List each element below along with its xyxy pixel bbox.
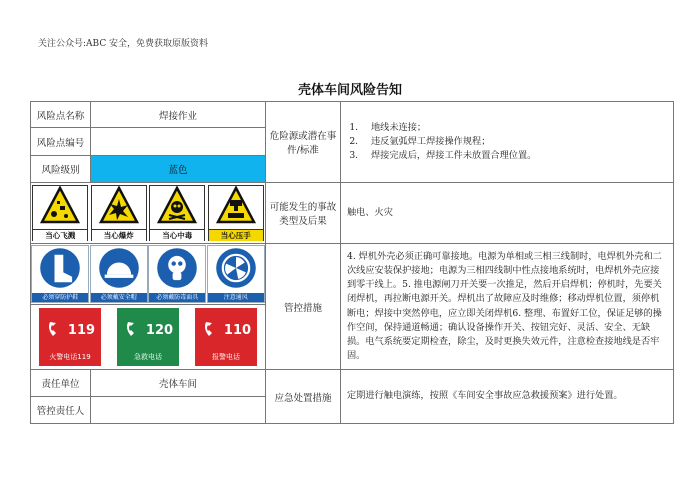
risk-level-label: 风险级别 (31, 156, 91, 183)
mandatory-signs-cell (31, 244, 266, 305)
skull-icon (157, 186, 197, 229)
hazard-item: 2. 违反氩弧焊工焊接操作规程； (361, 135, 667, 149)
phone-icon (45, 318, 65, 343)
hazard-list (347, 121, 667, 162)
hazard-label: 危险源或潜在事件/标准 (266, 102, 341, 183)
person-value (91, 397, 266, 424)
phone-icon (201, 318, 221, 343)
mandatory-sign-caption: 注意通风 (208, 293, 264, 302)
risk-level-value: 蓝色 (91, 156, 266, 183)
unit-value: 壳体车间 (91, 370, 266, 397)
accident-label: 可能发生的事故类型及后果 (266, 183, 341, 244)
boots-icon (38, 246, 82, 293)
mandatory-sign (31, 245, 89, 303)
emergency-sign-caption: 报警电话 (212, 353, 240, 361)
mandatory-sign (148, 245, 206, 303)
risk-code-value (91, 128, 266, 156)
risk-name-value: 焊接作业 (91, 102, 266, 128)
warning-sign-caption: 当心中毒 (150, 229, 204, 241)
mandatory-sign-caption: 必须穿防护鞋 (32, 293, 88, 302)
accident-value: 触电、火灾 (341, 183, 674, 244)
top-note: 关注公众号:ABC 安全，免费获取原版资料 (38, 39, 209, 49)
warning-signs-row (31, 185, 265, 241)
explosion-icon (99, 186, 139, 229)
gas-mask-icon (155, 246, 199, 293)
warning-sign (149, 185, 205, 241)
emergency-sign-caption: 火警电话119 (49, 353, 91, 361)
ventilation-fan-icon (214, 246, 258, 293)
emergency-number: 110 (223, 322, 252, 338)
phone-icon (123, 318, 143, 343)
emergency-number: 120 (145, 322, 174, 338)
warning-sign (32, 185, 88, 241)
control-text: 4. 焊机外壳必须正确可靠接地。电源为单相或三相三线制时，电焊机外壳和二次线应安装保护接地；电源为三相四线制中性点接地系统时，电焊机外壳应接到零干线上。5. 推电源闸刀开关要一次推足，然后开启焊机；停机时，先要关闭焊机，再拉断电源开关。焊机出了故障应及时维修；移动焊机位置，须停机断电；焊接中突然停电，应立即关闭焊机6. 整理、布置好工位，保证足够的操作空间，保持通道畅通；确认设备操作开关、按钮完好、灵活、安全、无缺损。电气系统要定期检查，除尘，及时更换失效元件，注意检查接地线是否牢固。 (341, 244, 674, 370)
crush-icon (216, 186, 256, 229)
hazard-item: 1. 地线未连接； (361, 121, 667, 135)
risk-name-label: 风险点名称 (31, 102, 91, 128)
hazard-item: 3. 焊接完成后，焊接工件未放置合理位置。 (361, 149, 667, 163)
explosion-debris-icon (40, 186, 80, 229)
emergency-number: 119 (67, 322, 96, 338)
mandatory-sign (207, 245, 265, 303)
mandatory-signs-row (31, 246, 265, 302)
warning-sign-caption: 当心爆炸 (92, 229, 146, 241)
emergency-phone-sign (117, 308, 179, 366)
unit-label: 责任单位 (31, 370, 91, 397)
warning-sign (91, 185, 147, 241)
hazard-list-cell (341, 102, 674, 183)
emergency-signs-row (31, 307, 265, 367)
risk-code-label: 风险点编号 (31, 128, 91, 156)
emergency-text: 定期进行触电演练，按照《车间安全事故应急救援预案》进行处置。 (341, 370, 674, 424)
emergency-signs-cell (31, 305, 266, 370)
page-title: 壳体车间风险告知 (297, 83, 402, 98)
helmet-icon (97, 246, 141, 293)
emergency-phone-sign (39, 308, 101, 366)
mandatory-sign (90, 245, 148, 303)
risk-notice-table (30, 101, 674, 424)
emergency-sign-caption: 急救电话 (134, 353, 162, 361)
mandatory-sign-caption: 必须戴防毒面具 (149, 293, 205, 302)
emergency-phone-sign (195, 308, 257, 366)
warning-sign-caption: 当心飞溅 (33, 229, 87, 241)
warning-sign-caption: 当心压手 (209, 229, 263, 241)
emergency-label: 应急处置措施 (266, 370, 341, 424)
mandatory-sign-caption: 必须戴安全帽 (91, 293, 147, 302)
person-label: 管控责任人 (31, 397, 91, 424)
warning-signs-cell (31, 183, 266, 244)
control-label: 管控措施 (266, 244, 341, 370)
warning-sign (208, 185, 264, 241)
